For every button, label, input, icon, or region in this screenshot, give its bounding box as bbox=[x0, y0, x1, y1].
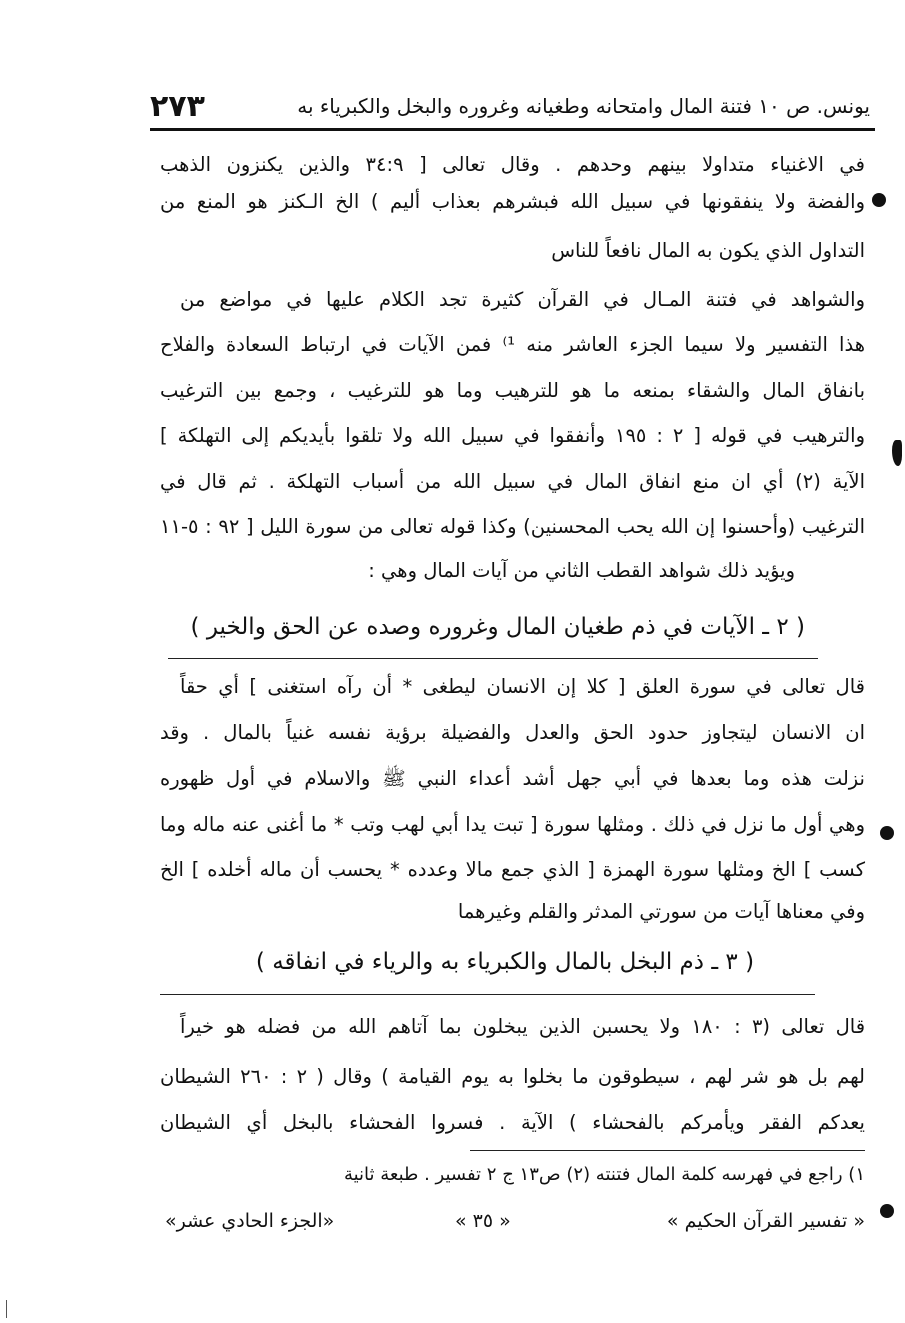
margin-dot-icon bbox=[880, 826, 894, 840]
text-line: يعدكم الفقر ويأمركم بالفحشاء ) الآية . فسروا الفحشاء بالبخل أي الشيطان bbox=[160, 1111, 865, 1134]
header-title: يونس. ص ١٠ فتنة المال وامتحانه وطغيانه وغروره والبخل والكبرياء به bbox=[297, 94, 870, 118]
margin-dot-icon bbox=[872, 193, 886, 207]
footer-page-number: « ٣٥ » bbox=[455, 1210, 511, 1232]
text-line: ويؤيد ذلك شواهد القطب الثاني من آيات المال وهي : bbox=[368, 559, 795, 582]
text-line: لهم بل هو شر لهم ، سيطوقون ما بخلوا به يوم القيامة ) وقال ( ٢ : ٢٦٠ الشيطان bbox=[160, 1065, 866, 1088]
margin-blot-icon bbox=[892, 440, 902, 466]
text-line: وفي معناها آيات من سورتي المدثر والقلم وغيرهما bbox=[457, 900, 865, 923]
margin-dot-icon bbox=[880, 1204, 894, 1218]
text-line: والشواهد في فتنة المـال في القرآن كثيرة تجد الكلام عليها في مواضع من bbox=[180, 288, 865, 311]
text-line: ان الانسان ليتجاوز حدود الحق والعدل والفضيلة برؤية نفسه غنياً بالمال . وقد bbox=[160, 721, 865, 744]
section-rule bbox=[168, 658, 818, 659]
text-line: في الاغنياء متداولا بينهم وحدهم . وقال تعالى [ ٣٤:٩ والذين يكنزون الذهب bbox=[160, 153, 865, 176]
section-heading-2: ( ٢ ـ الآيات في ذم طغيان المال وغروره وصده عن الحق والخير ) bbox=[190, 614, 805, 640]
footnote-rule bbox=[470, 1150, 865, 1151]
text-line: والفضة ولا ينفقونها في سبيل الله فبشرهم بعذاب أليم ) الخ الـكنز هو المنع من bbox=[160, 190, 865, 213]
text-line: التداول الذي يكون به المال نافعاً للناس bbox=[551, 239, 865, 262]
text-line: بانفاق المال والشقاء بمنعه ما هو للترهيب وما هو للترغيب ، وجمع بين الترغيب bbox=[160, 379, 865, 402]
text-line: نزلت هذه وما بعدها في أبي جهل أشد أعداء النبي ﷺ والاسلام في أول ظهوره bbox=[160, 767, 865, 790]
text-line: كسب ] الخ ومثلها سورة الهمزة [ الذي جمع مالا وعدده * يحسب أن ماله أخلده ] الخ bbox=[160, 858, 865, 881]
text-line: والترهيب في قوله [ ٢ : ١٩٥ وأنفقوا في سبيل الله ولا تلقوا بأيديكم إلى التهلكة ] bbox=[160, 424, 865, 447]
section-rule bbox=[160, 994, 815, 995]
text-line: قال تعالى (٣ : ١٨٠ ولا يحسبن الذين يبخلون بما آتاهم الله من فضله هو خيراً bbox=[180, 1015, 866, 1038]
text-line: هذا التفسير ولا سيما الجزء العاشر منه ¹⁾ فمن الآيات في ارتباط السعادة والفلاح bbox=[160, 333, 865, 356]
text-line: الآية (٢) أي ان منع انفاق المال في سبيل الله من أسباب التهلكة . ثم قال في bbox=[160, 470, 865, 493]
scan-edge-mark bbox=[6, 1300, 7, 1318]
page-number: ٢٧٣ bbox=[150, 88, 205, 124]
section-heading-3: ( ٣ ـ ذم البخل بالمال والكبرياء به والرياء في انفاقه ) bbox=[255, 949, 755, 975]
footer-book-title: « تفسير القرآن الحكيم » bbox=[666, 1210, 865, 1232]
running-header bbox=[150, 86, 870, 126]
header-rule bbox=[150, 128, 875, 131]
text-line: الترغيب (وأحسنوا إن الله يحب المحسنين) وكذا قوله تعالى من سورة الليل [ ٩٢ : ٥-١١ bbox=[160, 515, 865, 538]
text-line: وهي أول ما نزل في ذلك . ومثلها سورة [ تبت يدا أبي لهب وتب * ما أغنى عنه ماله وما bbox=[160, 813, 865, 836]
text-line: قال تعالى في سورة العلق [ كلا إن الانسان ليطغى * أن رآه استغنى ] أي حقاً bbox=[180, 675, 865, 698]
footnote: ١) راجع في فهرسه كلمة المال فتنته (٢) ص١٣ ج ٢ تفسير . طبعة ثانية bbox=[343, 1164, 865, 1185]
footer-volume: «الجزء الحادي عشر» bbox=[165, 1210, 335, 1232]
